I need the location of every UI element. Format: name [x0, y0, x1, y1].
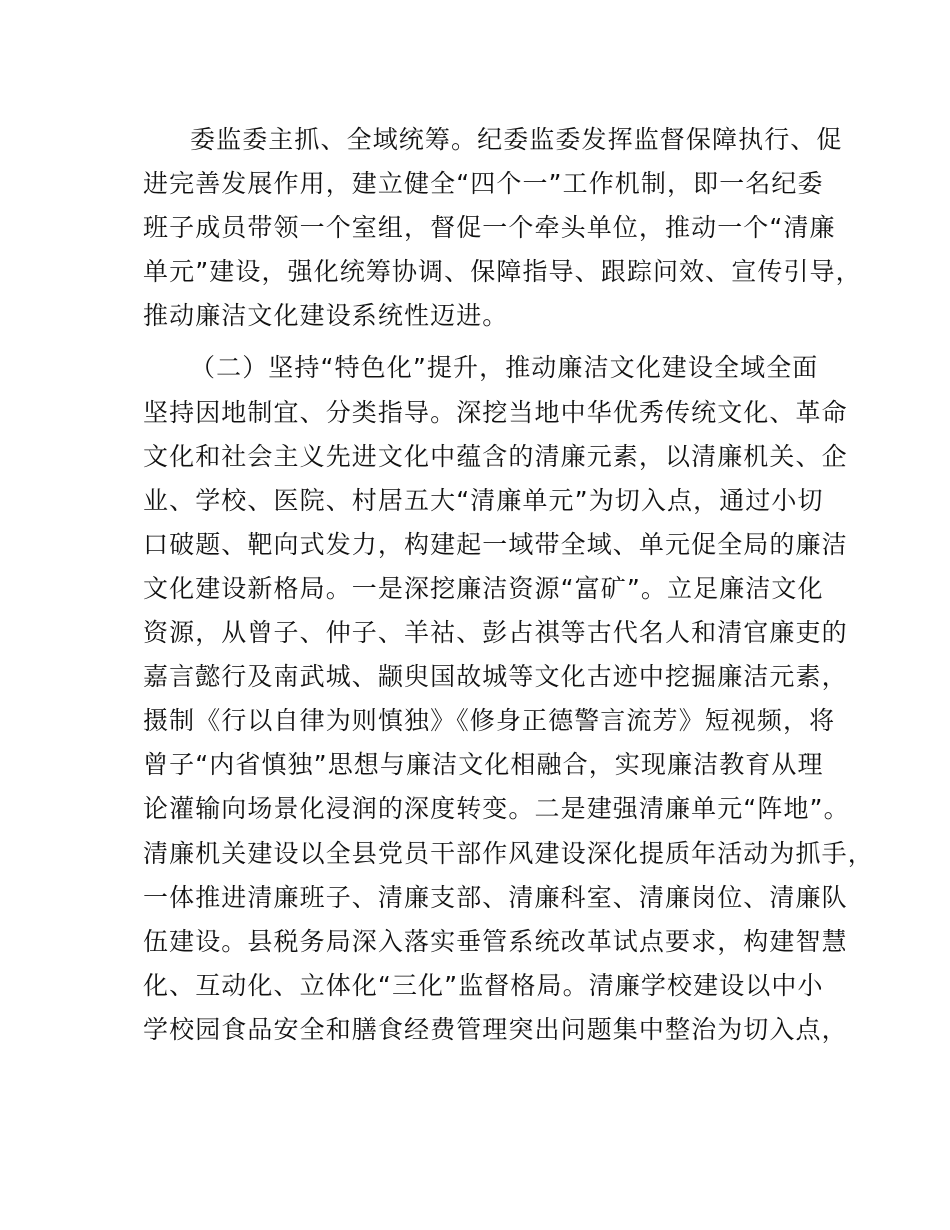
text-line: （二）坚持“特色化”提升，推动廉洁文化建设全域全面 [190, 353, 819, 383]
text-line: 曾子“内省慎独”思想与廉洁文化相融合，实现廉洁教育从理 [143, 750, 824, 780]
text-line: 进完善发展作用，建立健全“四个一”工作机制，即一名纪委 [143, 169, 824, 199]
paragraph-2 [143, 346, 874, 1052]
text-line: 资源，从曾子、仲子、羊祜、彭占祺等古代名人和清官廉吏的 [143, 618, 848, 648]
text-line: 坚持因地制宜、分类指导。深挖当地中华优秀传统文化、革命 [143, 397, 848, 427]
text-line: 推动廉洁文化建设系统性迈进。 [143, 301, 509, 331]
paragraph-spacer [143, 338, 843, 346]
text-line: 摄制《行以自律为则慎独》《修身正德警言流芳》短视频，将 [143, 706, 836, 736]
text-line: 单元”建设，强化统筹协调、保障指导、跟踪问效、宣传引导， [143, 257, 862, 287]
text-line: 业、学校、医院、村居五大“清廉单元”为切入点，通过小切 [143, 485, 824, 515]
text-line: 文化和社会主义先进文化中蕴含的清廉元素，以清廉机关、企 [143, 441, 848, 471]
text-line: 论灌输向场景化浸润的深度转变。二是建强清廉单元“阵地”。 [143, 794, 850, 824]
text-line: 文化建设新格局。一是深挖廉洁资源“富矿”。立足廉洁文化 [143, 573, 824, 603]
text-line: 一体推进清廉班子、清廉支部、清廉科室、清廉岗位、清廉队 [143, 882, 848, 912]
paragraph-1 [143, 118, 862, 338]
text-line: 班子成员带领一个室组，督促一个牵头单位，推动一个“清廉 [143, 213, 836, 243]
text-line: 嘉言懿行及南武城、颛臾国故城等文化古迹中挖掘廉洁元素， [143, 662, 848, 692]
text-line: 化、互动化、立体化“三化”监督格局。清廉学校建设以中小 [143, 970, 824, 1000]
text-line: 委监委主抓、全域统筹。纪委监委发挥监督保障执行、促 [190, 125, 843, 154]
text-line: 口破题、靶向式发力，构建起一域带全域、单元促全局的廉洁 [143, 529, 848, 559]
body-text [143, 118, 874, 1052]
text-line: 学校园食品安全和膳食经费管理突出问题集中整治为切入点， [143, 1014, 848, 1044]
text-line: 伍建设。县税务局深入落实垂管系统改革试点要求，构建智慧 [143, 926, 848, 956]
text-line: 清廉机关建设以全县党员干部作风建设深化提质年活动为抓手， [143, 838, 874, 868]
